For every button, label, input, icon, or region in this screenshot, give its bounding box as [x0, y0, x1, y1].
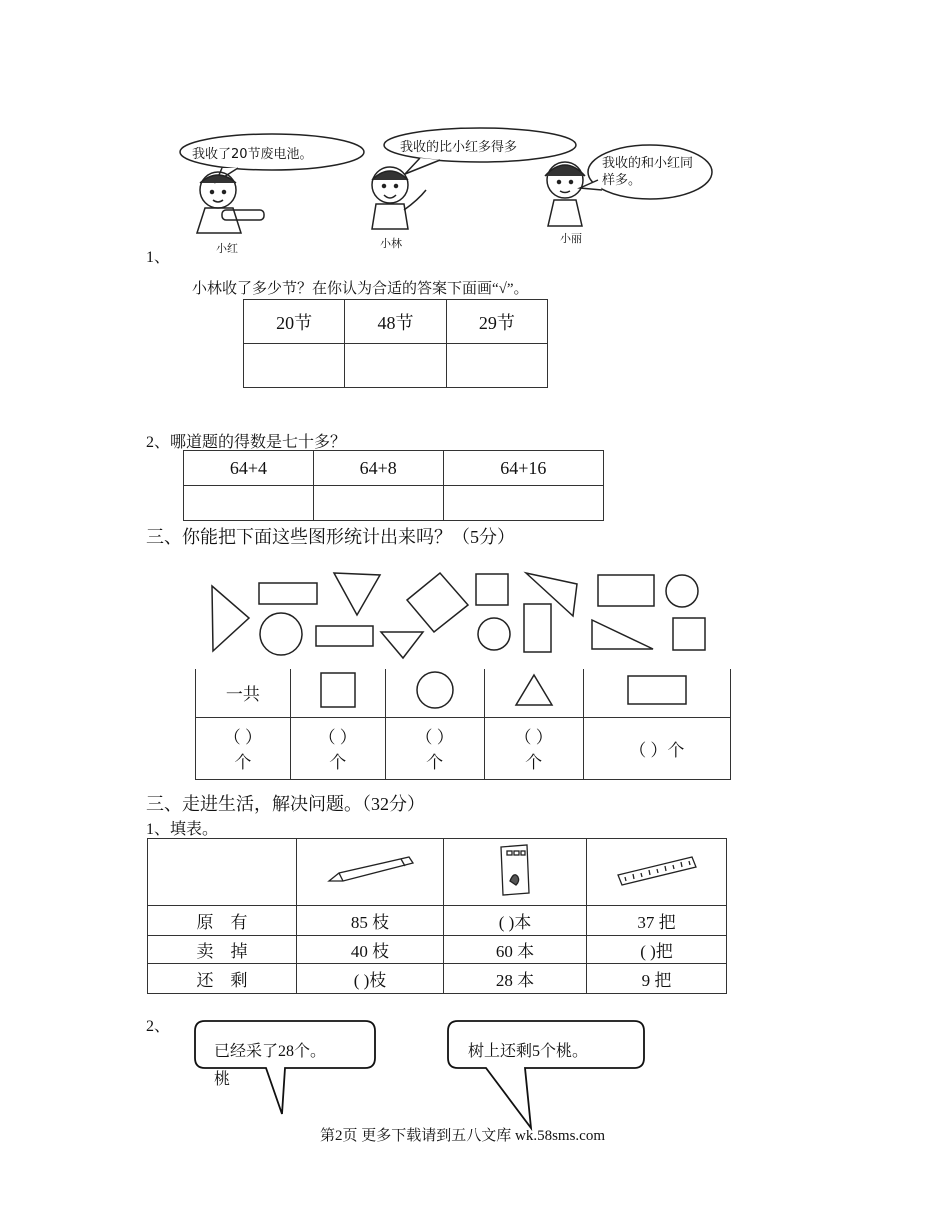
q2-option-a: 64+4 [184, 451, 314, 486]
life-q2-label: 2、 [146, 1018, 171, 1035]
speech-hong-text: 我收了20节废电池。 [192, 147, 313, 162]
tally-total-header: 一共 [196, 669, 291, 717]
shapes-heading: 三、你能把下面这些图形统计出来吗？（5分） [146, 527, 515, 547]
q2-option-b: 64+8 [313, 451, 443, 486]
life-q1-label: 1、填表。 [146, 821, 219, 838]
cell-ruler-sold[interactable]: ( )把 [587, 936, 727, 964]
q1-option-a: 20节 [244, 300, 345, 344]
cell-notebook-original[interactable]: ( )本 [444, 906, 587, 936]
life-heading: 三、走进生活，解决问题。（32分） [146, 794, 425, 814]
tally-circle-blank[interactable]: （ ） 个 [385, 717, 484, 779]
cell-pencil-sold: 40 枝 [297, 936, 444, 964]
q2-question: 2、哪道题的得数是七十多？ [146, 434, 347, 451]
q1-option-c: 29节 [446, 300, 547, 344]
name-li: 小丽 [560, 232, 582, 245]
cell-pencil-original: 85 枝 [297, 906, 444, 936]
tally-rectangle-blank[interactable]: （ ）个 [583, 717, 730, 779]
name-lin: 小林 [380, 237, 402, 250]
tally-square-blank[interactable]: （ ） 个 [290, 717, 385, 779]
cell-notebook-remaining: 28 本 [444, 964, 587, 994]
cell-ruler-remaining: 9 把 [587, 964, 727, 994]
tally-triangle-blank[interactable]: （ ） 个 [484, 717, 583, 779]
speech-li-text: 我收的和小红同样多。 [602, 156, 694, 188]
name-hong: 小红 [216, 242, 238, 255]
q1-question: 小林收了多少节？在你认为合适的答案下面画“√”。 [192, 281, 529, 297]
cell-ruler-original: 37 把 [587, 906, 727, 936]
q2-option-c: 64+16 [443, 451, 603, 486]
bubble-left-text: 已经采了28个。 [214, 1043, 327, 1060]
bubble-right-text: 树上还剩5个桃。 [468, 1043, 589, 1060]
row-label-sold: 卖 掉 [148, 936, 297, 964]
cell-notebook-sold: 60 本 [444, 936, 587, 964]
q1-option-b: 48节 [345, 300, 446, 344]
page-footer: 第2页 更多下载请到五八文库 wk.58sms.com [320, 1128, 606, 1144]
q1-number: 1、 [146, 249, 171, 266]
peach-text-fragment: 桃 [214, 1071, 231, 1088]
row-label-remaining: 还 剩 [148, 964, 297, 994]
cell-pencil-remaining[interactable]: ( )枝 [297, 964, 444, 994]
row-label-original: 原 有 [148, 906, 297, 936]
tally-total-blank[interactable]: （ ） 个 [196, 717, 291, 779]
speech-lin-text: 我收的比小红多得多 [400, 140, 518, 155]
